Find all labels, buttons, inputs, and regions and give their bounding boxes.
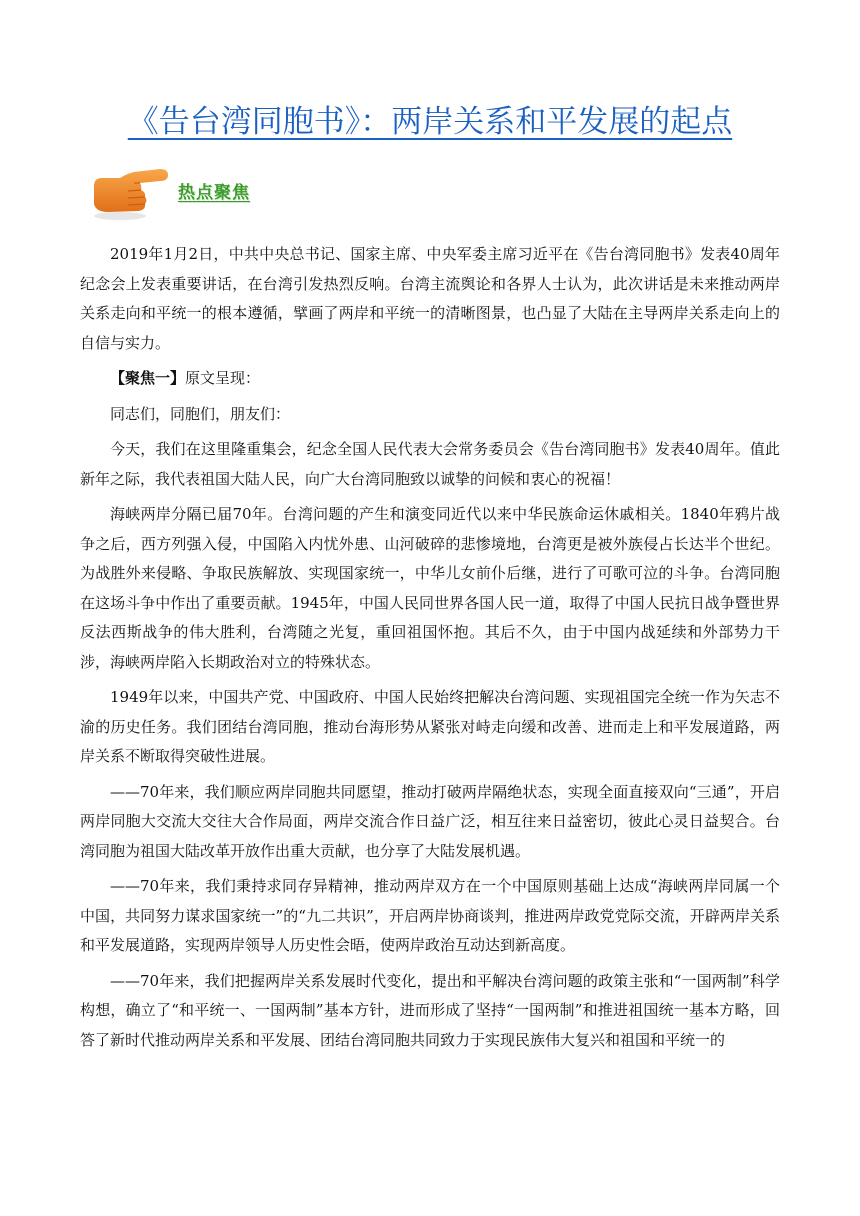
page-title[interactable]: 《告台湾同胞书》：两岸关系和平发展的起点 <box>127 104 733 140</box>
salutation: 同志们，同胞们，朋友们： <box>110 404 291 423</box>
body-paragraph: ——70年来，我们秉持求同存异精神，推动两岸双方在一个中国原则基础上达成“海峡两岸同属一个中国，共同努力谋求国家统一”的“九二共识”，开启两岸协商谈判，推进两岸政党党际交流，开辟两岸关系和平发展道路，实现两岸领导人历史性会晤，使两岸政治互动达到新高度。 <box>80 877 780 954</box>
pointing-hand-icon <box>90 164 170 222</box>
hot-topic-label: 热点聚焦 <box>178 183 250 203</box>
focus-heading <box>80 364 780 394</box>
focus-text: 原文呈现： <box>185 369 261 387</box>
focus-label: 【聚焦一】 <box>110 369 186 387</box>
body-paragraph: ——70年来，我们顺应两岸同胞共同愿望，推动打破两岸隔绝状态，实现全面直接双向“三通”，开启两岸同胞大交流大交往大合作局面，两岸交流合作日益广泛，相互往来日益密切，彼此心灵日益契合。台湾同胞为祖国大陆改革开放作出重大贡献，也分享了大陆发展机遇。 <box>80 782 780 860</box>
body-paragraph: ——70年来，我们把握两岸关系发展时代变化，提出和平解决台湾问题的政策主张和“一国两制”科学构想，确立了“和平统一、一国两制”基本方针，进而形成了坚持“一国两制”和推进祖国统一基本方略，回答了新时代推动两岸关系和平发展、团结台湾同胞共同致力于实现民族伟大复兴和祖国和平统一的 <box>80 971 780 1049</box>
body-paragraph: 海峡两岸分隔已届70年。台湾问题的产生和演变同近代以来中华民族命运休戚相关。1840年鸦片战争之后，西方列强入侵，中国陷入内忧外患、山河破碎的悲惨境地，台湾更是被外族侵占长达半个世纪。为战胜外来侵略、争取民族解放、实现国家统一，中华儿女前仆后继，进行了可歌可泣的斗争。台湾同胞在这场斗争中作出了重要贡献。1945年，中国人民同世界各国人民一道，取得了中国人民抗日战争暨世界反法西斯战争的伟大胜利，台湾随之光复，重回祖国怀抱。其后不久，由于中国内战延续和外部势力干涉，海峡两岸陷入长期政治对立的特殊状态。 <box>80 505 780 671</box>
body-paragraph: 今天，我们在这里隆重集会，纪念全国人民代表大会常务委员会《告台湾同胞书》发表40周年。值此新年之际，我代表祖国大陆人民，向广大台湾同胞致以诚挚的问候和衷心的祝福！ <box>80 440 780 488</box>
body-paragraph: 1949年以来，中国共产党、中国政府、中国人民始终把解决台湾问题、实现祖国完全统一作为矢志不渝的历史任务。我们团结台湾同胞，推动台海形势从紧张对峙走向缓和改善、进而走上和平发展道路，两岸关系不断取得突破性进展。 <box>80 688 780 765</box>
article-body <box>80 240 780 1061</box>
hot-topic-banner <box>90 164 290 222</box>
intro-paragraph: 2019年1月2日，中共中央总书记、国家主席、中央军委主席习近平在《告台湾同胞书》发表40周年纪念会上发表重要讲话，在台湾引发热烈反响。台湾主流舆论和各界人士认为，此次讲话是未来推动两岸关系走向和平统一的根本遵循，擘画了两岸和平统一的清晰图景，也凸显了大陆在主导两岸关系走向上的自信与实力。 <box>80 245 780 352</box>
